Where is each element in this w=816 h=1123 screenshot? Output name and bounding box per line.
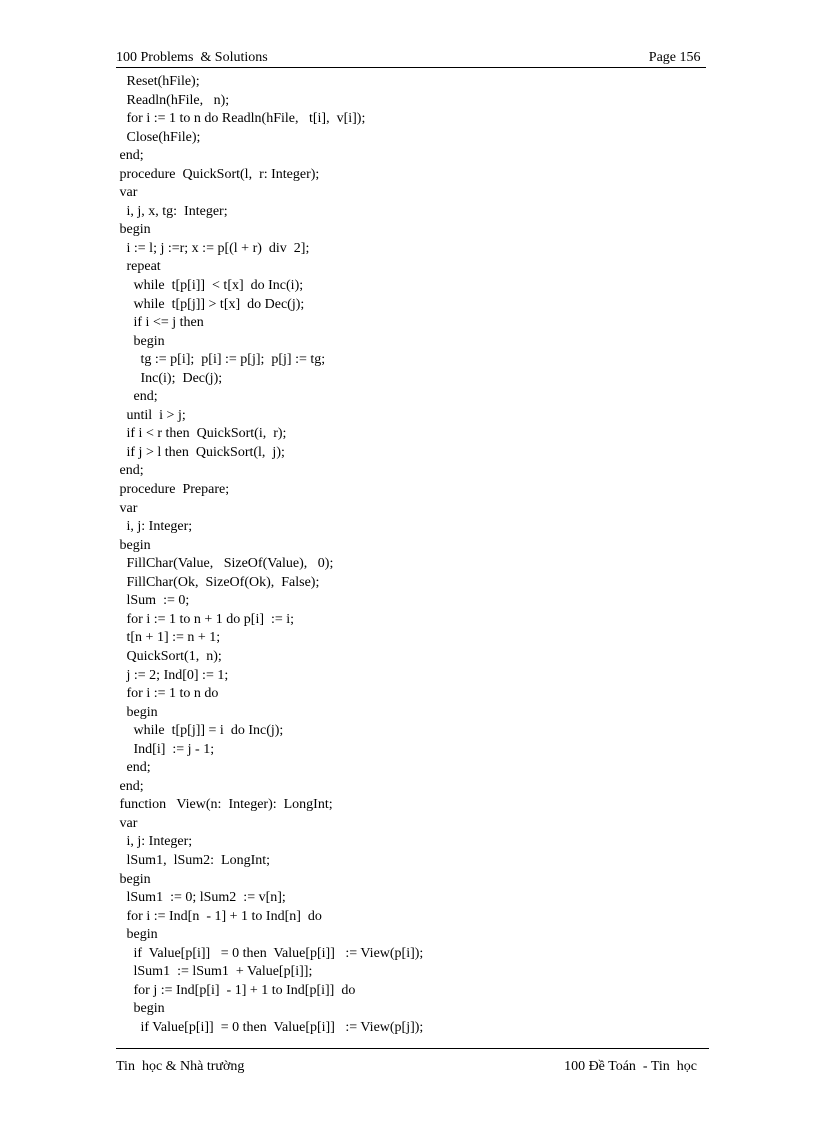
code-line: begin bbox=[116, 537, 151, 553]
code-line: repeat bbox=[116, 259, 161, 275]
code-line: lSum1 := lSum1 + Value[p[i]]; bbox=[116, 964, 313, 980]
code-line: for i := 1 to n do Readln(hFile, t[i], v[i]); bbox=[116, 111, 366, 127]
code-line: until i > j; bbox=[116, 407, 186, 423]
code-line: tg := p[i]; p[i] := p[j]; p[j] := tg; bbox=[116, 352, 326, 368]
code-line: var bbox=[116, 500, 138, 516]
code-line: while t[p[j]] = i do Inc(j); bbox=[116, 723, 284, 739]
code-line: procedure QuickSort(l, r: Integer); bbox=[116, 166, 320, 182]
code-line: lSum1, lSum2: LongInt; bbox=[116, 852, 271, 868]
code-line: FillChar(Value, SizeOf(Value), 0); bbox=[116, 556, 334, 572]
code-line: if Value[p[i]] = 0 then Value[p[i]] := View(p[i]); bbox=[116, 945, 424, 961]
code-line: end; bbox=[116, 760, 151, 776]
footer-left-text: Tin học & Nhà trường bbox=[116, 1059, 245, 1074]
code-line: while t[p[i]] < t[x] do Inc(i); bbox=[116, 278, 304, 294]
code-line: begin bbox=[116, 871, 151, 887]
code-line: Inc(i); Dec(j); bbox=[116, 370, 223, 386]
code-line: for i := 1 to n do bbox=[116, 686, 219, 702]
code-line: i, j: Integer; bbox=[116, 834, 193, 850]
code-line: end; bbox=[116, 389, 158, 405]
code-line: function View(n: Integer): LongInt; bbox=[116, 797, 333, 813]
code-line: if j > l then QuickSort(l, j); bbox=[116, 444, 285, 460]
footer-divider bbox=[116, 1048, 709, 1049]
code-line: Ind[i] := j - 1; bbox=[116, 741, 215, 757]
code-line: FillChar(Ok, SizeOf(Ok), False); bbox=[116, 574, 320, 590]
code-line: while t[p[j]] > t[x] do Dec(j); bbox=[116, 296, 305, 312]
code-line: i, j, x, tg: Integer; bbox=[116, 203, 228, 219]
code-line: begin bbox=[116, 1001, 165, 1017]
code-line: end; bbox=[116, 148, 144, 164]
footer-right-text: 100 Đề Toán - Tin học bbox=[564, 1059, 697, 1074]
code-line: if i <= j then bbox=[116, 315, 204, 331]
code-line: if Value[p[i]] = 0 then Value[p[i]] := View(p[j]); bbox=[116, 1019, 424, 1035]
code-line: lSum := 0; bbox=[116, 593, 190, 609]
code-line: begin bbox=[116, 927, 158, 943]
code-line: t[n + 1] := n + 1; bbox=[116, 630, 221, 646]
code-line: i := l; j :=r; x := p[(l + r) div 2]; bbox=[116, 240, 310, 256]
code-line: for j := Ind[p[i] - 1] + 1 to Ind[p[i]] do bbox=[116, 982, 356, 998]
code-listing bbox=[116, 73, 716, 1037]
code-line: begin bbox=[116, 333, 165, 349]
code-line: begin bbox=[116, 704, 158, 720]
page-header bbox=[116, 49, 706, 68]
code-line: for i := Ind[n - 1] + 1 to Ind[n] do bbox=[116, 908, 322, 924]
code-line: i, j: Integer; bbox=[116, 519, 193, 535]
code-line: QuickSort(1, n); bbox=[116, 648, 222, 664]
code-line: Readln(hFile, n); bbox=[116, 92, 230, 108]
code-line: j := 2; Ind[0] := 1; bbox=[116, 667, 229, 683]
code-line: for i := 1 to n + 1 do p[i] := i; bbox=[116, 611, 295, 627]
code-line: var bbox=[116, 185, 138, 201]
page-footer bbox=[116, 1057, 709, 1077]
code-line: if i < r then QuickSort(i, r); bbox=[116, 426, 287, 442]
header-page-number: Page 156 bbox=[648, 50, 704, 65]
code-line: begin bbox=[116, 222, 151, 238]
code-line: Reset(hFile); bbox=[116, 74, 200, 89]
header-book-title: 100 Problems & Solutions bbox=[116, 50, 268, 65]
code-line: end; bbox=[116, 778, 144, 794]
code-line: lSum1 := 0; lSum2 := v[n]; bbox=[116, 890, 286, 906]
code-line: Close(hFile); bbox=[116, 129, 201, 145]
code-line: var bbox=[116, 815, 138, 831]
code-line: end; bbox=[116, 463, 144, 479]
code-line: procedure Prepare; bbox=[116, 482, 230, 498]
